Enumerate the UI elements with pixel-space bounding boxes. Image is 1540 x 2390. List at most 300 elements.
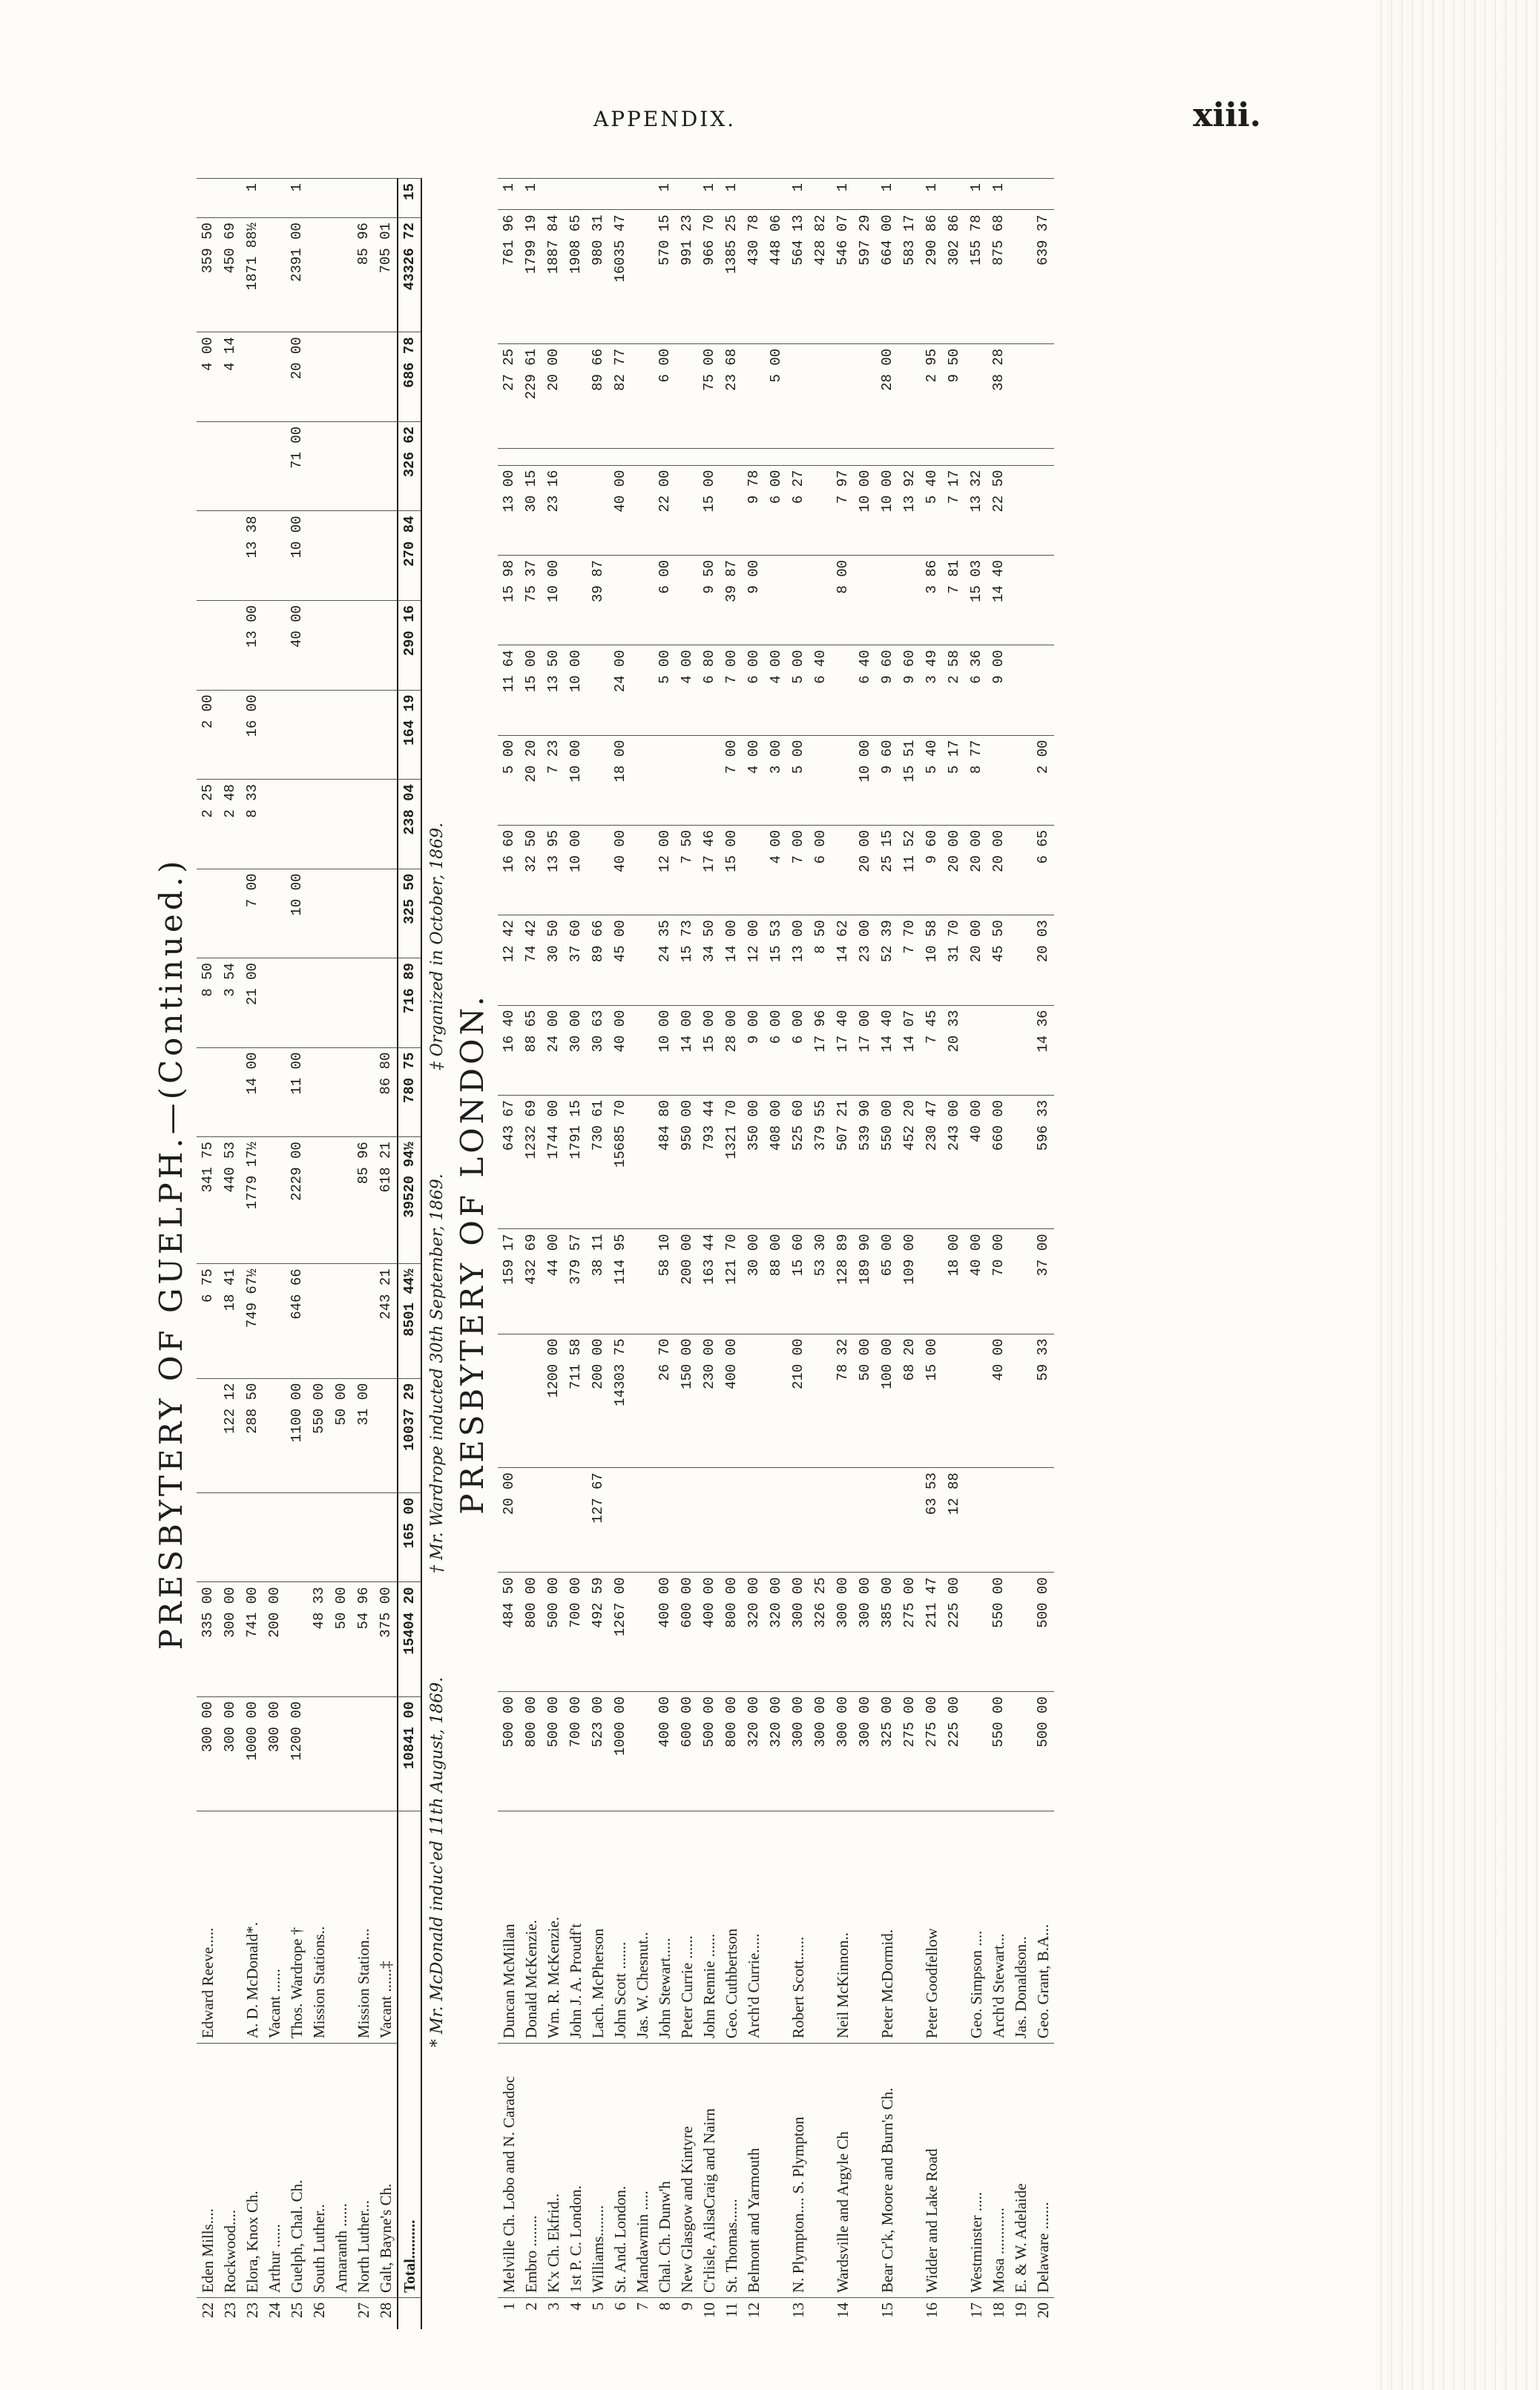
- congregation-cell: Eden Mills....: [197, 2044, 219, 2298]
- amount-cell: 379 57: [565, 1229, 587, 1334]
- congregation-cell: E. & W. Adelaide: [1010, 2044, 1032, 2298]
- table-row: [587, 179, 609, 2330]
- footnote-wardrope: † Mr. Wardrope inducted 30th September, 1869.: [428, 1173, 447, 1573]
- amount-cell: 375 00: [375, 1582, 398, 1696]
- amount-cell: 6 00: [765, 1005, 787, 1095]
- amount-cell: 3 49: [921, 645, 943, 735]
- amount-cell: [542, 449, 565, 466]
- amount-cell: [263, 332, 286, 422]
- amount-cell: 25 15: [876, 825, 898, 915]
- amount-cell: [308, 1137, 330, 1264]
- row-number: 12: [743, 2298, 765, 2330]
- table-row: [542, 179, 565, 2330]
- amount-cell: 75 00: [698, 344, 720, 449]
- amount-cell: 6 40: [809, 645, 832, 735]
- amount-cell: 700 00: [565, 1573, 587, 1692]
- amount-cell: 6 00: [787, 1005, 809, 1095]
- row-number: [854, 2298, 876, 2330]
- minister-cell: Peter Currie ......: [676, 1811, 698, 2044]
- amount-cell: 13 00: [241, 600, 263, 690]
- amount-cell: [197, 869, 219, 958]
- amount-cell: 484 50: [498, 1573, 520, 1692]
- amount-cell: 15 00: [720, 825, 743, 915]
- congregation-cell: St. Thomas......: [720, 2044, 743, 2298]
- minister-cell: Thos. Wardrope †: [286, 1811, 308, 2044]
- amount-cell: 15 00: [921, 1334, 943, 1468]
- amount-cell: 11 52: [898, 825, 921, 915]
- total-label: Total..........: [398, 1811, 421, 2298]
- amount-cell: 14 40: [876, 1005, 898, 1095]
- amount-cell: 200 00: [263, 1582, 286, 1696]
- minister-cell: Peter McDormid.: [876, 1811, 898, 2044]
- table-row: [876, 179, 898, 2330]
- amount-cell: [1032, 465, 1054, 555]
- amount-cell: [352, 421, 375, 511]
- amount-cell: [219, 511, 241, 601]
- minister-cell: Wm. R. McKenzie.: [542, 1811, 565, 2044]
- amount-cell: 6 27: [787, 465, 809, 555]
- amount-cell: 320 00: [765, 1573, 787, 1692]
- amount-cell: 350 00: [743, 1095, 765, 1229]
- table-row: [832, 179, 854, 2330]
- amount-cell: [263, 1047, 286, 1137]
- amount-cell: 500 00: [542, 1573, 565, 1692]
- row-number: 24: [263, 2298, 286, 2330]
- amount-cell: 243 21: [375, 1264, 398, 1378]
- table-row: [520, 179, 542, 2330]
- amount-cell: 711 58: [565, 1334, 587, 1468]
- amount-cell: 300 00: [832, 1573, 854, 1692]
- amount-cell: [876, 449, 898, 466]
- amount-cell: [352, 1492, 375, 1582]
- amount-cell: [219, 869, 241, 958]
- amount-cell: [263, 780, 286, 869]
- amount-cell: 7 81: [943, 555, 965, 645]
- amount-cell: [587, 645, 609, 735]
- amount-cell: 40 00: [987, 1334, 1010, 1468]
- amount-cell: [263, 1264, 286, 1378]
- amount-cell: 730 61: [587, 1095, 609, 1229]
- row-number: [809, 2298, 832, 2330]
- table-row: [609, 179, 631, 2330]
- amount-cell: 452 20: [898, 1095, 921, 1229]
- amount-cell: 58 10: [654, 1229, 676, 1334]
- amount-cell: [631, 210, 654, 344]
- minister-cell: Mission Station...: [352, 1811, 375, 2044]
- total-amount-cell: 290 16: [398, 600, 421, 690]
- minister-cell: Geo. Simpson ....: [965, 1811, 987, 2044]
- table-row: [330, 179, 352, 2330]
- amount-cell: 15 98: [498, 555, 520, 645]
- amount-cell: 18 00: [609, 735, 631, 825]
- amount-cell: [787, 1468, 809, 1573]
- amount-cell: 14 07: [898, 1005, 921, 1095]
- table-row: [197, 179, 219, 2330]
- amount-cell: 10 00: [542, 555, 565, 645]
- amount-cell: 89 66: [587, 344, 609, 449]
- amount-cell: 320 00: [765, 1692, 787, 1811]
- amount-cell: 200 00: [676, 1229, 698, 1334]
- amount-cell: 59 33: [1032, 1334, 1054, 1468]
- amount-cell: 17 96: [809, 1005, 832, 1095]
- amount-cell: [587, 179, 609, 210]
- amount-cell: [876, 555, 898, 645]
- amount-cell: 8 77: [965, 735, 987, 825]
- amount-cell: 1: [498, 179, 520, 210]
- amount-cell: [743, 825, 765, 915]
- amount-cell: 27 25: [498, 344, 520, 449]
- minister-cell: Duncan McMillan: [498, 1811, 520, 2044]
- amount-cell: 705 01: [375, 218, 398, 332]
- amount-cell: [743, 179, 765, 210]
- amount-cell: [375, 780, 398, 869]
- amount-cell: [330, 1047, 352, 1137]
- table-row: [352, 179, 375, 2330]
- amount-cell: 155 78: [965, 210, 987, 344]
- amount-cell: [787, 555, 809, 645]
- row-number: 4: [565, 2298, 587, 2330]
- amount-cell: 7 50: [676, 825, 698, 915]
- amount-cell: 400 00: [698, 1573, 720, 1692]
- amount-cell: 400 00: [654, 1692, 676, 1811]
- amount-cell: 500 00: [498, 1692, 520, 1811]
- amount-cell: [286, 780, 308, 869]
- amount-cell: 539 90: [854, 1095, 876, 1229]
- amount-cell: 6 00: [654, 344, 676, 449]
- amount-cell: 75 37: [520, 555, 542, 645]
- amount-cell: 6 75: [197, 1264, 219, 1378]
- row-number: 20: [1032, 2298, 1054, 2330]
- congregation-cell: Melville Ch. Lobo and N. Caradoc: [498, 2044, 520, 2298]
- amount-cell: [1010, 645, 1032, 735]
- amount-cell: [943, 1334, 965, 1468]
- amount-cell: 114 95: [609, 1229, 631, 1334]
- amount-cell: 121 70: [720, 1229, 743, 1334]
- amount-cell: 1321 70: [720, 1095, 743, 1229]
- amount-cell: [854, 555, 876, 645]
- table-row: [263, 179, 286, 2330]
- amount-cell: 127 67: [587, 1468, 609, 1573]
- congregation-cell: Chal. Ch. Dunw'h: [654, 2044, 676, 2298]
- amount-cell: [542, 1468, 565, 1573]
- amount-cell: 44 00: [542, 1229, 565, 1334]
- amount-cell: [854, 344, 876, 449]
- amount-cell: [832, 825, 854, 915]
- amount-cell: [832, 344, 854, 449]
- table-row: [241, 179, 263, 2330]
- amount-cell: 597 29: [854, 210, 876, 344]
- amount-cell: 6 00: [765, 465, 787, 555]
- minister-cell: [809, 1811, 832, 2044]
- amount-cell: [832, 735, 854, 825]
- row-number: 28: [375, 2298, 398, 2330]
- amount-cell: 200 00: [587, 1334, 609, 1468]
- amount-cell: [654, 449, 676, 466]
- amount-cell: [520, 1468, 542, 1573]
- amount-cell: 10 00: [854, 735, 876, 825]
- amount-cell: [698, 449, 720, 466]
- row-number: 7: [631, 2298, 654, 2330]
- amount-cell: [375, 511, 398, 601]
- amount-cell: [854, 449, 876, 466]
- amount-cell: 15 60: [787, 1229, 809, 1334]
- amount-cell: 15 53: [765, 915, 787, 1005]
- amount-cell: 13 92: [898, 465, 921, 555]
- london-title: PRESBYTERY OF LONDON.: [454, 992, 490, 1515]
- row-number: 2: [520, 2298, 542, 2330]
- amount-cell: 1: [520, 179, 542, 210]
- amount-cell: 7 00: [787, 825, 809, 915]
- amount-cell: 18 00: [943, 1229, 965, 1334]
- row-number: 16: [921, 2298, 943, 2330]
- amount-cell: 1744 00: [542, 1095, 565, 1229]
- amount-cell: 40 00: [286, 600, 308, 690]
- amount-cell: [352, 600, 375, 690]
- amount-cell: 761 96: [498, 210, 520, 344]
- amount-cell: 980 31: [587, 210, 609, 344]
- row-number: 19: [1010, 2298, 1032, 2330]
- amount-cell: 24 00: [542, 1005, 565, 1095]
- amount-cell: [898, 555, 921, 645]
- amount-cell: [698, 1468, 720, 1573]
- amount-cell: 13 38: [241, 511, 263, 601]
- row-number: [330, 2298, 352, 2330]
- amount-cell: 4 00: [765, 645, 787, 735]
- amount-cell: [565, 179, 587, 210]
- amount-cell: 1267 00: [609, 1573, 631, 1692]
- amount-cell: 288 50: [241, 1378, 263, 1492]
- amount-cell: 100 00: [876, 1334, 898, 1468]
- amount-cell: [263, 1378, 286, 1492]
- row-number: 9: [676, 2298, 698, 2330]
- amount-cell: 13 00: [498, 465, 520, 555]
- amount-cell: [219, 690, 241, 780]
- amount-cell: [308, 218, 330, 332]
- amount-cell: 16035 47: [609, 210, 631, 344]
- amount-cell: 275 00: [898, 1573, 921, 1692]
- congregation-cell: Widder and Lake Road: [921, 2044, 943, 2298]
- amount-cell: 800 00: [520, 1692, 542, 1811]
- amount-cell: 275 00: [898, 1692, 921, 1811]
- table-row: [965, 179, 987, 2330]
- amount-cell: [565, 1468, 587, 1573]
- row-number: [943, 2298, 965, 2330]
- minister-cell: A. D. McDonald*.: [241, 1811, 263, 2044]
- amount-cell: 5 00: [498, 735, 520, 825]
- amount-cell: 20 00: [854, 825, 876, 915]
- amount-cell: 9 78: [743, 465, 765, 555]
- total-amount-cell: 325 50: [398, 869, 421, 958]
- amount-cell: [197, 179, 219, 218]
- amount-cell: [631, 1468, 654, 1573]
- amount-cell: 326 25: [809, 1573, 832, 1692]
- amount-cell: 23 68: [720, 344, 743, 449]
- amount-cell: [921, 1229, 943, 1334]
- table-row: [631, 179, 654, 2330]
- amount-cell: [720, 465, 743, 555]
- amount-cell: 320 00: [743, 1692, 765, 1811]
- minister-cell: Vacant ......‡: [375, 1811, 398, 2044]
- amount-cell: 15 00: [698, 465, 720, 555]
- amount-cell: 50 00: [854, 1334, 876, 1468]
- amount-cell: [308, 421, 330, 511]
- table-row: [743, 179, 765, 2330]
- amount-cell: [765, 555, 787, 645]
- amount-cell: 23 00: [854, 915, 876, 1005]
- row-number: 25: [286, 2298, 308, 2330]
- amount-cell: 210 00: [787, 1334, 809, 1468]
- amount-cell: [1010, 1095, 1032, 1229]
- amount-cell: 10 00: [876, 465, 898, 555]
- amount-cell: 40 00: [609, 465, 631, 555]
- amount-cell: 31 00: [352, 1378, 375, 1492]
- footnote-mcdonald: * Mr. McDonald induc'ed 11th August, 1869.: [428, 1676, 447, 2047]
- amount-cell: 8 50: [809, 915, 832, 1005]
- amount-cell: 30 00: [743, 1229, 765, 1334]
- amount-cell: 6 00: [743, 645, 765, 735]
- amount-cell: 78 32: [832, 1334, 854, 1468]
- amount-cell: 15 03: [965, 555, 987, 645]
- total-amount-cell: 43326 72: [398, 218, 421, 332]
- amount-cell: [809, 449, 832, 466]
- amount-cell: 300 00: [787, 1573, 809, 1692]
- table-row: [854, 179, 876, 2330]
- amount-cell: 7 17: [943, 465, 965, 555]
- amount-cell: 5 17: [943, 735, 965, 825]
- amount-cell: [631, 1095, 654, 1229]
- amount-cell: 10 00: [654, 1005, 676, 1095]
- row-number: 23: [241, 2298, 263, 2330]
- amount-cell: [965, 344, 987, 449]
- amount-cell: [263, 690, 286, 780]
- amount-cell: 646 66: [286, 1264, 308, 1378]
- amount-cell: 7 45: [921, 1005, 943, 1095]
- amount-cell: [587, 449, 609, 466]
- total-amount-cell: 10037 29: [398, 1378, 421, 1492]
- amount-cell: 600 00: [676, 1692, 698, 1811]
- scan-edge: [1376, 0, 1540, 2390]
- minister-cell: [943, 1811, 965, 2044]
- congregation-cell: New Glasgow and Kintyre: [676, 2044, 698, 2298]
- amount-cell: 428 82: [809, 210, 832, 344]
- amount-cell: 88 65: [520, 1005, 542, 1095]
- amount-cell: [631, 1005, 654, 1095]
- amount-cell: [1010, 1468, 1032, 1573]
- amount-cell: 150 00: [676, 1334, 698, 1468]
- amount-cell: 17 46: [698, 825, 720, 915]
- amount-cell: [676, 555, 698, 645]
- amount-cell: 5 00: [787, 645, 809, 735]
- amount-cell: [330, 332, 352, 422]
- amount-cell: [352, 1696, 375, 1811]
- row-number: 18: [987, 2298, 1010, 2330]
- congregation-cell: Delaware .......: [1032, 2044, 1054, 2298]
- amount-cell: 225 00: [943, 1692, 965, 1811]
- amount-cell: [609, 179, 631, 210]
- amount-cell: 875 68: [987, 210, 1010, 344]
- amount-cell: 2391 00: [286, 218, 308, 332]
- amount-cell: 30 63: [587, 1005, 609, 1095]
- amount-cell: [965, 1334, 987, 1468]
- amount-cell: 37 00: [1032, 1229, 1054, 1334]
- amount-cell: 14 00: [676, 1005, 698, 1095]
- amount-cell: [720, 449, 743, 466]
- amount-cell: 302 86: [943, 210, 965, 344]
- amount-cell: 400 00: [654, 1573, 676, 1692]
- amount-cell: 9 00: [987, 645, 1010, 735]
- amount-cell: [263, 218, 286, 332]
- row-number: 17: [965, 2298, 987, 2330]
- amount-cell: 320 00: [743, 1573, 765, 1692]
- minister-cell: Peter Goodfellow: [921, 1811, 943, 2044]
- amount-cell: [765, 449, 787, 466]
- amount-cell: [565, 344, 587, 449]
- amount-cell: 7 70: [898, 915, 921, 1005]
- amount-cell: [631, 1692, 654, 1811]
- amount-cell: [631, 825, 654, 915]
- amount-cell: [308, 1492, 330, 1582]
- amount-cell: 7 00: [720, 645, 743, 735]
- amount-cell: [197, 1047, 219, 1137]
- row-number: 27: [352, 2298, 375, 2330]
- amount-cell: [263, 511, 286, 601]
- amount-cell: [263, 600, 286, 690]
- amount-cell: 1: [832, 179, 854, 210]
- amount-cell: 15 73: [676, 915, 698, 1005]
- amount-cell: 432 69: [520, 1229, 542, 1334]
- minister-cell: Jas. W. Chesnut..: [631, 1811, 654, 2044]
- amount-cell: [743, 344, 765, 449]
- amount-cell: [965, 1573, 987, 1692]
- minister-cell: Mission Stations..: [308, 1811, 330, 2044]
- amount-cell: 1: [720, 179, 743, 210]
- amount-cell: 31 70: [943, 915, 965, 1005]
- table-row: [987, 179, 1010, 2330]
- amount-cell: [308, 1696, 330, 1811]
- amount-cell: 20 00: [943, 825, 965, 915]
- amount-cell: [676, 735, 698, 825]
- amount-cell: 1871 88½: [241, 218, 263, 332]
- amount-cell: [965, 449, 987, 466]
- amount-cell: 583 17: [898, 210, 921, 344]
- amount-cell: 20 00: [965, 915, 987, 1005]
- amount-cell: 2 25: [197, 780, 219, 869]
- amount-cell: 448 06: [765, 210, 787, 344]
- amount-cell: 2 58: [943, 645, 965, 735]
- row-number: 22: [197, 2298, 219, 2330]
- amount-cell: [330, 780, 352, 869]
- amount-cell: [987, 1005, 1010, 1095]
- page-header: [593, 96, 1261, 134]
- amount-cell: [330, 600, 352, 690]
- amount-cell: 9 50: [698, 555, 720, 645]
- minister-cell: [765, 1811, 787, 2044]
- amount-cell: [631, 1334, 654, 1468]
- amount-cell: 800 00: [520, 1573, 542, 1692]
- amount-cell: 82 77: [609, 344, 631, 449]
- amount-cell: 40 00: [965, 1229, 987, 1334]
- amount-cell: 341 75: [197, 1137, 219, 1264]
- total-amount-cell: 326 62: [398, 421, 421, 511]
- amount-cell: [308, 780, 330, 869]
- amount-cell: [330, 1696, 352, 1811]
- amount-cell: [765, 1334, 787, 1468]
- amount-cell: [787, 344, 809, 449]
- amount-cell: [352, 1047, 375, 1137]
- guelph-title: PRESBYTERY OF GUELPH.—(Continued.): [153, 857, 189, 1650]
- amount-cell: [375, 958, 398, 1048]
- congregation-cell: South Luther..: [308, 2044, 330, 2298]
